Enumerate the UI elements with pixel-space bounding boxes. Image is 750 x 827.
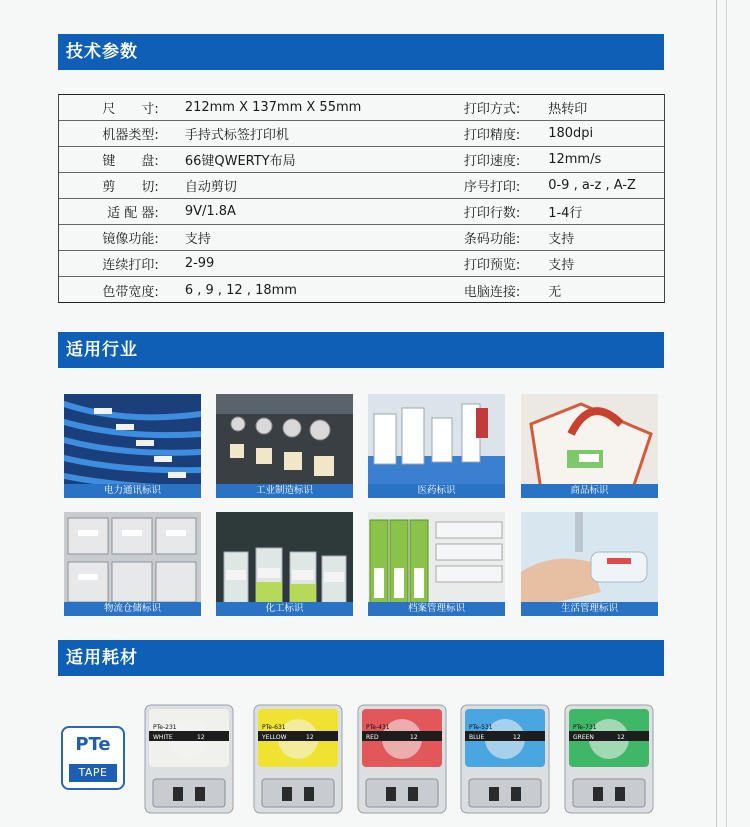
- industry-caption: 工业制造标识: [216, 484, 353, 498]
- spec-row: [59, 95, 664, 121]
- spec-value: 6 , 9 , 12 , 18mm: [184, 282, 297, 298]
- industry-caption: 档案管理标识: [368, 602, 505, 616]
- gauges-image: [216, 394, 353, 498]
- page-edge-line: [726, 0, 727, 827]
- industry-tile-telecom: [64, 394, 201, 498]
- cartridge-color-name: YELLOW: [262, 734, 287, 741]
- spec-label: 打印速度:: [463, 154, 521, 169]
- spec-label: 适 配 器:: [107, 206, 159, 221]
- industry-caption: 电力通讯标识: [64, 484, 201, 498]
- cartridge-size: 12: [410, 734, 418, 741]
- spec-label: 打印方式:: [463, 102, 521, 117]
- section-header-consumables: 适用耗材: [58, 640, 664, 676]
- spec-value: 66键QWERTY布局: [184, 154, 296, 169]
- spec-value: 1-4行: [548, 206, 583, 221]
- spec-label: 打印行数:: [463, 206, 521, 221]
- cartridge-size: 12: [306, 734, 314, 741]
- industry-caption: 化工标识: [216, 602, 353, 616]
- cartridge-color-name: GREEN: [573, 734, 594, 741]
- cartridge-code: PTe-631: [262, 724, 286, 731]
- shelves-image: [64, 512, 201, 616]
- section-header-specs: 技术参数: [58, 34, 664, 70]
- spec-value: 无: [548, 284, 562, 300]
- logo-tape-text: TAPE: [69, 764, 117, 782]
- spec-label: 尺 寸:: [102, 102, 159, 117]
- cartridge-size: 12: [197, 734, 205, 741]
- spec-row: [59, 121, 664, 147]
- cable-image: [64, 394, 201, 498]
- spec-label: 镜像功能:: [102, 232, 159, 247]
- industry-caption: 物流仓储标识: [64, 602, 201, 616]
- spec-value: 自动剪切: [184, 180, 237, 195]
- spec-row: [59, 173, 664, 199]
- cartridge-color-name: RED: [366, 734, 379, 741]
- tape-cartridge-white: [143, 703, 235, 815]
- pte-tape-logo: [61, 726, 125, 790]
- tape-cartridge-red: [356, 703, 448, 815]
- industry-tile-logistics: [64, 512, 201, 616]
- cartridge-size: 12: [513, 734, 521, 741]
- bag-image: [521, 394, 658, 498]
- spec-label: 剪 切:: [102, 180, 159, 195]
- cartridge-code: PTe-231: [153, 724, 177, 731]
- spec-label: 色带宽度:: [102, 284, 159, 300]
- spec-label: 打印预览:: [463, 258, 521, 273]
- spec-label: 机器类型:: [102, 128, 159, 143]
- tape-cartridge-green: [563, 703, 655, 815]
- spec-value: 热转印: [548, 102, 588, 117]
- spec-label: 打印精度:: [463, 128, 521, 143]
- tape-cartridge-blue: [459, 703, 551, 815]
- spec-table: [58, 94, 665, 303]
- spec-row: [59, 199, 664, 225]
- binders-image: [368, 512, 505, 616]
- spec-label: 序号打印:: [463, 180, 521, 195]
- industry-caption: 生活管理标识: [521, 602, 658, 616]
- industry-tile-daily-life: [521, 512, 658, 616]
- spec-label: 键 盘:: [102, 154, 159, 169]
- cartridge-code: PTe-731: [573, 724, 597, 731]
- tape-cartridge-yellow: [252, 703, 344, 815]
- spec-label: 连续打印:: [102, 258, 159, 273]
- industry-caption: 商品标识: [521, 484, 658, 498]
- spec-value: 支持: [548, 258, 575, 273]
- spec-label: 条码功能:: [463, 232, 521, 247]
- industry-tile-products: [521, 394, 658, 498]
- spec-value: 0-9 , a-z , A-Z: [548, 178, 636, 193]
- spec-value: 9V/1.8A: [184, 204, 236, 219]
- industry-tile-manufacturing: [216, 394, 353, 498]
- hand-bottle-image: [521, 512, 658, 616]
- spec-row: [59, 147, 664, 173]
- industry-tile-medical: [368, 394, 505, 498]
- spec-value: 12mm/s: [548, 152, 602, 167]
- spec-row: [59, 225, 664, 251]
- spec-value: 手持式标签打印机: [184, 128, 289, 143]
- industry-caption: 医药标识: [368, 484, 505, 498]
- logo-brand-text: PTe: [75, 734, 111, 755]
- industry-tile-archive: [368, 512, 505, 616]
- cartridge-size: 12: [617, 734, 625, 741]
- spec-value: 2-99: [184, 256, 215, 271]
- cartridge-color-name: BLUE: [469, 734, 485, 741]
- spec-label: 电脑连接:: [463, 284, 521, 300]
- spec-value: 支持: [184, 232, 211, 247]
- section-header-industries: 适用行业: [58, 332, 664, 368]
- cartridge-code: PTe-531: [469, 724, 493, 731]
- bottles-image: [216, 512, 353, 616]
- spec-row: [59, 251, 664, 277]
- files-image: [368, 394, 505, 498]
- spec-value: 180dpi: [548, 126, 594, 141]
- cartridge-code: PTe-431: [366, 724, 390, 731]
- spec-value: 212mm X 137mm X 55mm: [184, 100, 362, 115]
- spec-value: 支持: [548, 232, 575, 247]
- page-edge-line: [716, 0, 717, 827]
- spec-row: [59, 277, 664, 303]
- industry-tile-chemical: [216, 512, 353, 616]
- cartridge-color-name: WHITE: [153, 734, 173, 741]
